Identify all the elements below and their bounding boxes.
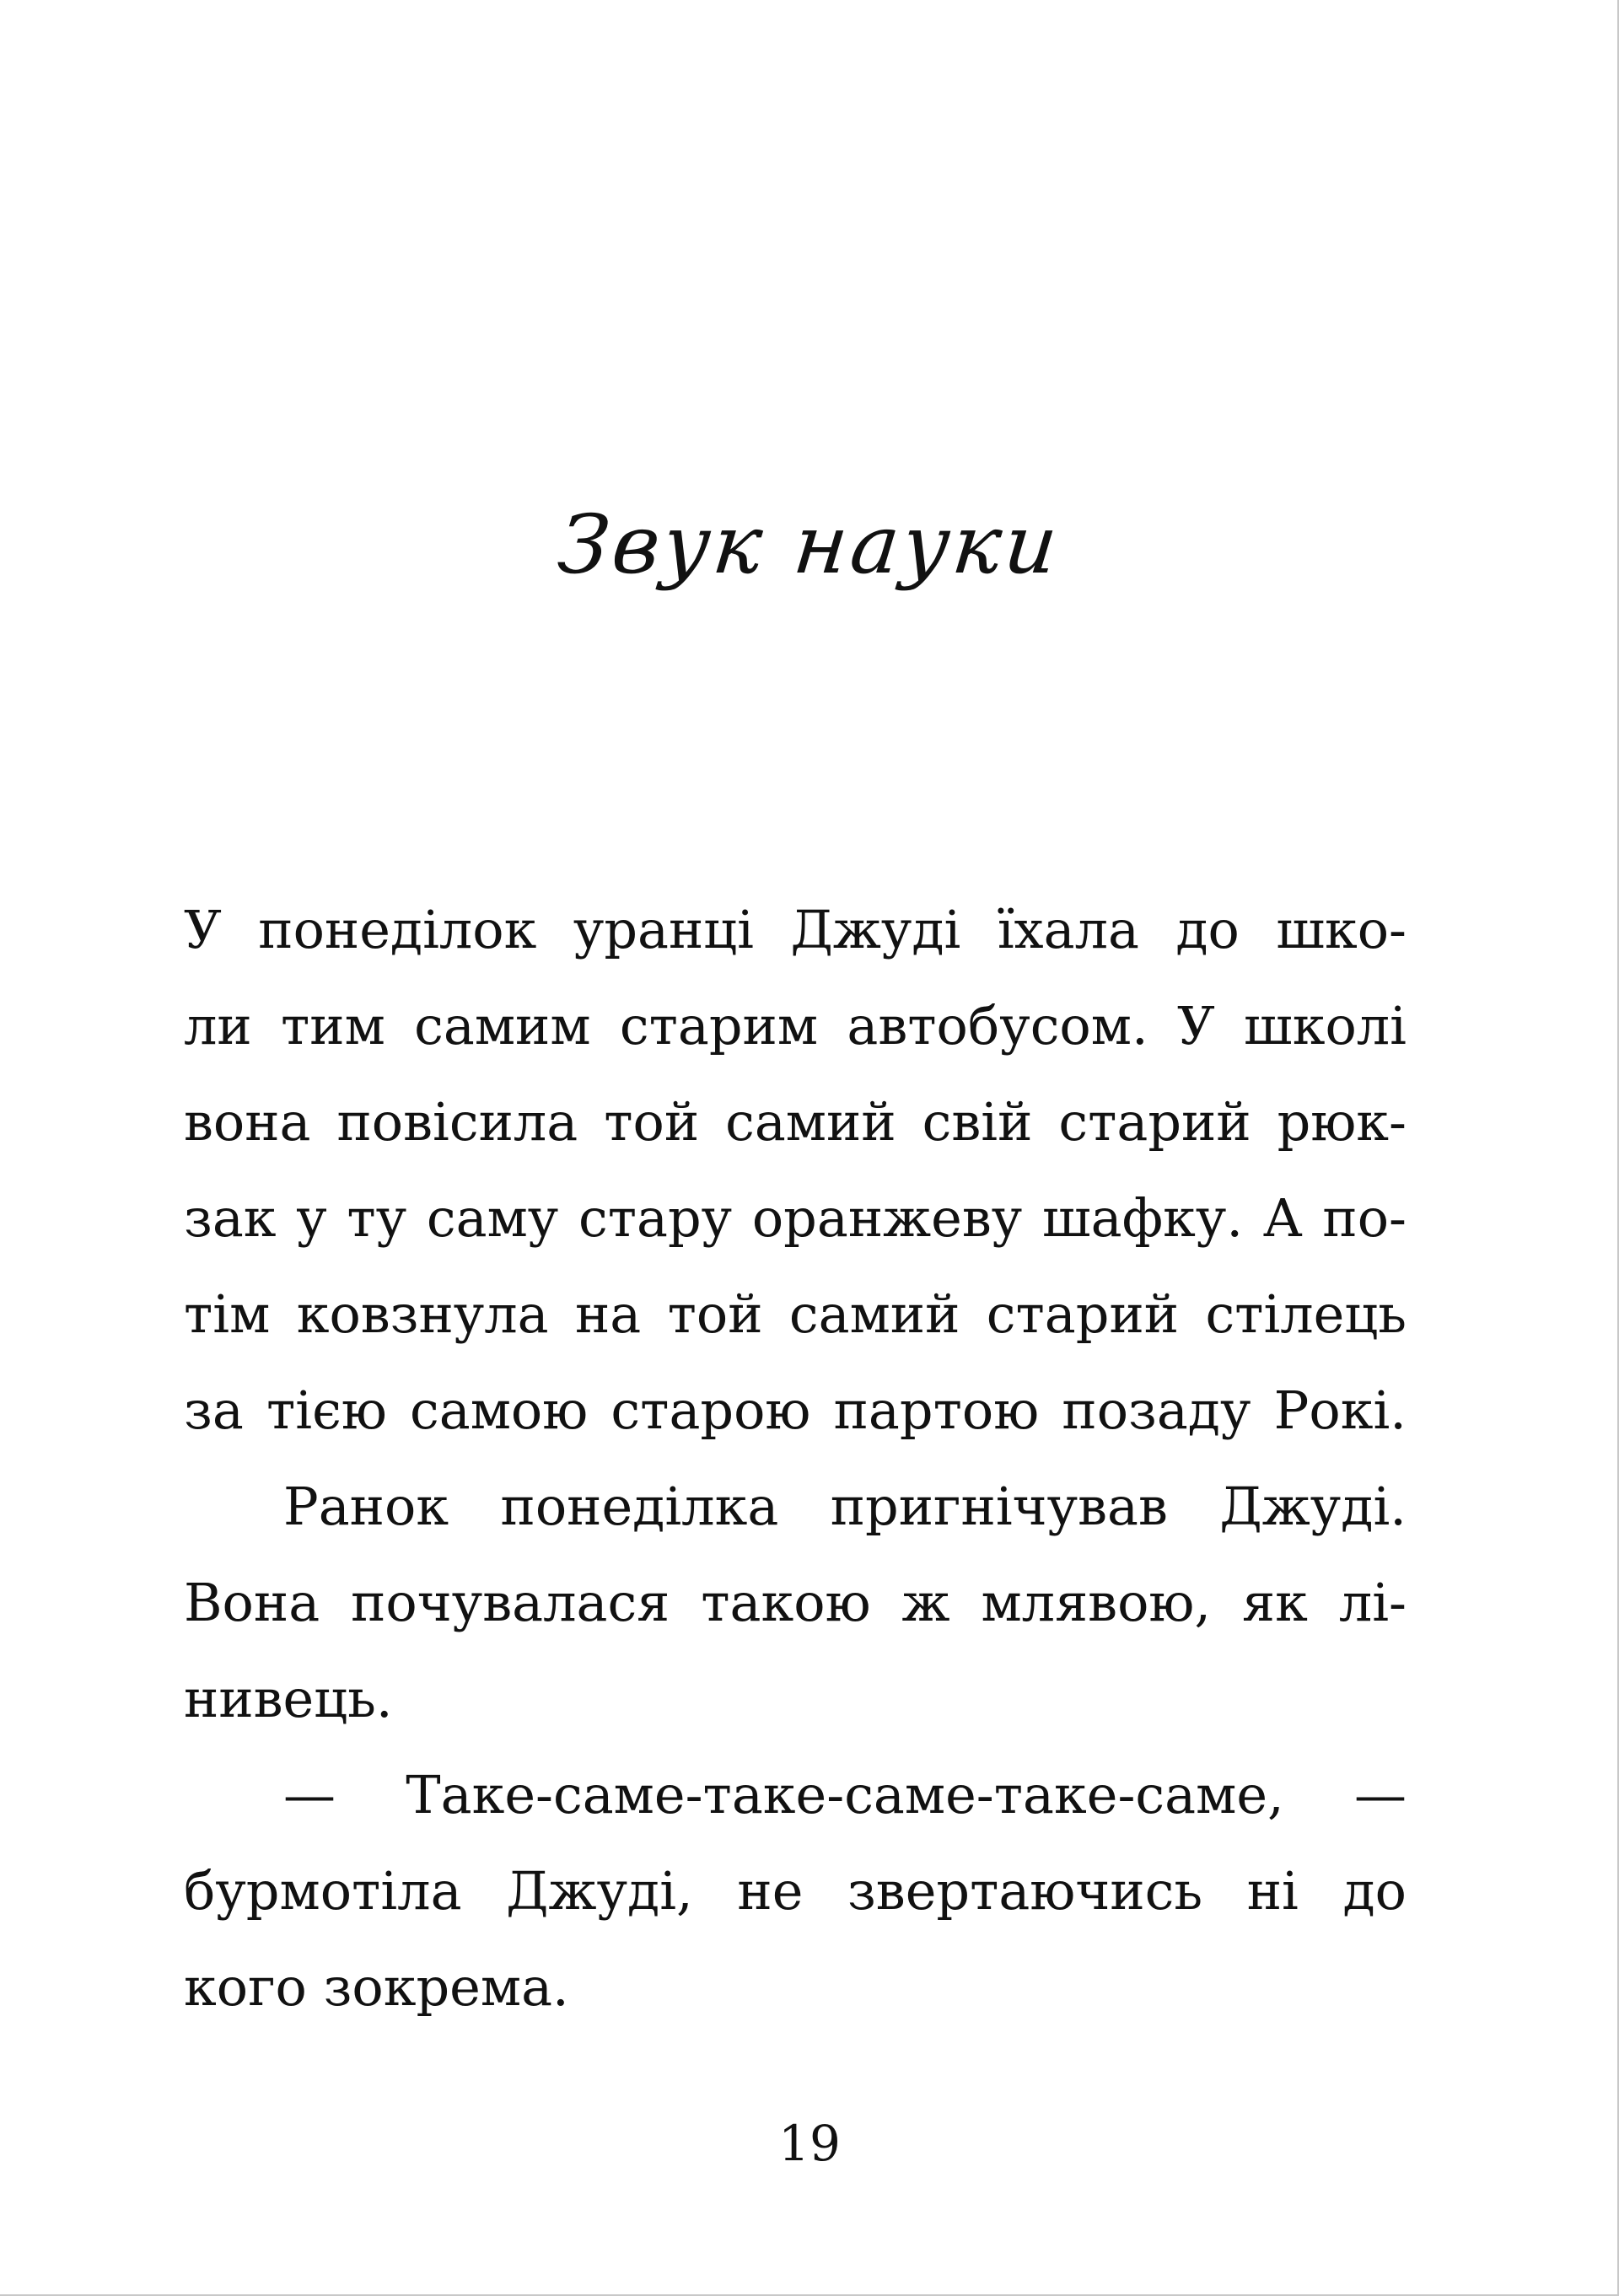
text-line: кого зокрема. (184, 1956, 569, 2018)
text-line: зак у ту саму стару оранжеву шафку. А по- (184, 1187, 1407, 1249)
text-line: У понеділок уранці Джуді їхала до шко- (184, 899, 1407, 960)
body-text (184, 882, 1407, 2035)
text-line: бурмотіла Джуді, не звертаючись ні до (184, 1860, 1407, 1922)
text-line: вона повісила той самий свій старий рюк- (184, 1091, 1407, 1153)
text-line: нивець. (184, 1668, 393, 1729)
text-line: ли тим самим старим автобусом. У школі (184, 995, 1407, 1057)
text-line: тім ковзнула на той самий старий стілець (184, 1283, 1407, 1345)
chapter-title: Звук науки (553, 497, 1066, 592)
text-line: Ранок понеділка пригнічував Джуді. (283, 1476, 1407, 1537)
text-line: Вона почувалася такою ж млявою, як лі- (184, 1572, 1407, 1633)
text-line: за тією самою старою партою позаду Рокі. (184, 1379, 1407, 1441)
page-number: 19 (778, 2115, 841, 2172)
text-line: — Таке-саме-таке-саме-таке-саме, — (283, 1764, 1407, 1826)
